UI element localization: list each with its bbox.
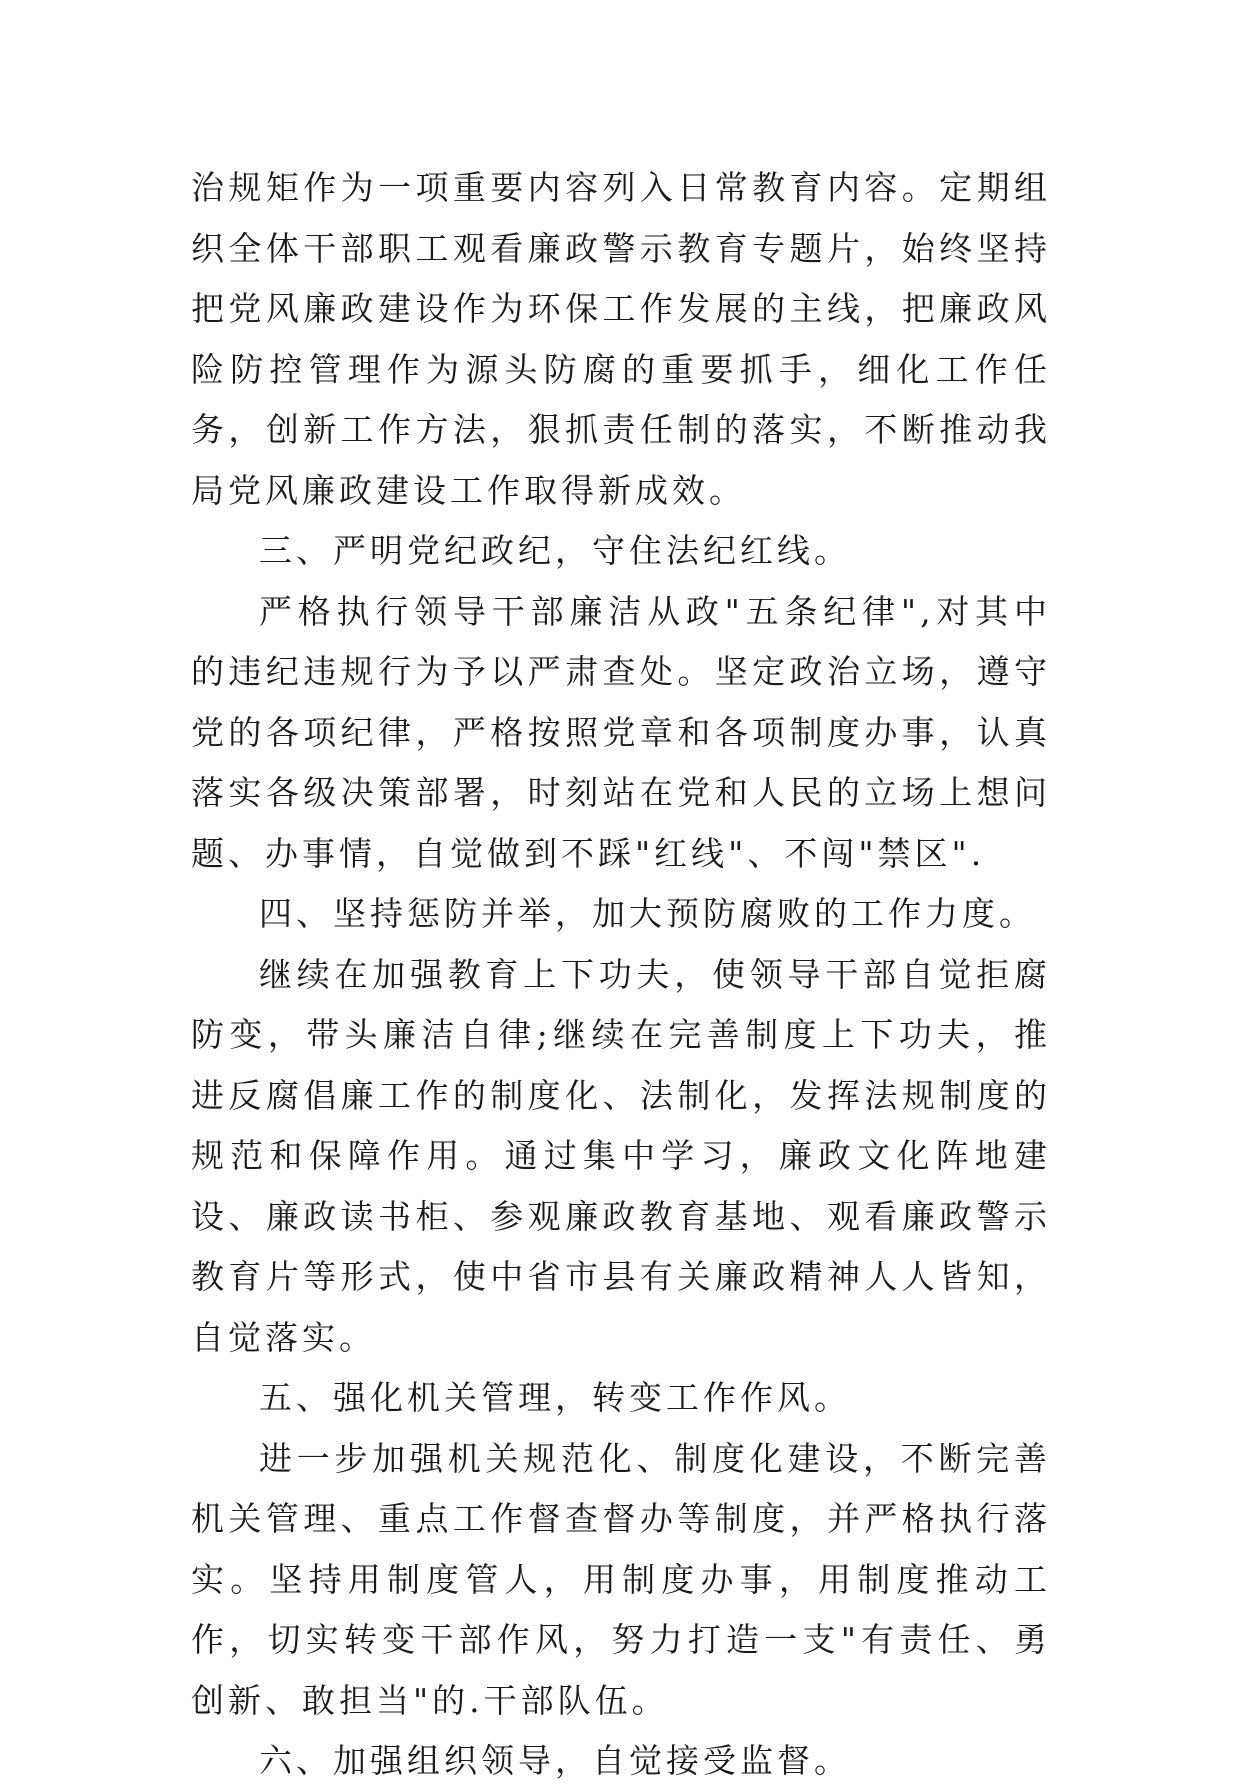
section-heading-3: 三、严明党纪政纪，守住法纪红线。 [259, 531, 851, 570]
paragraph-3: 继续在加强教育上下功夫，使领导干部自觉拒腐防变，带头廉洁自律;继续在完善制度上下功夫，推进反腐倡廉工作的制度化、法制化，发挥法规制度的规范和保障作用。通过集中学习，廉政文化阵地建设、廉政读书柜、参观廉政教育基地、观看廉政警示教育片等形式，使中省市县有关廉政精神人人皆知，自觉落实。 [191, 954, 1051, 1357]
section-heading-4: 四、坚持惩防并举，加大预防腐败的工作力度。 [259, 894, 1036, 933]
paragraph-1: 治规矩作为一项重要内容列入日常教育内容。定期组织全体干部职工观看廉政警示教育专题片，始终坚持把党风廉政建设作为环保工作发展的主线，把廉政风险防控管理作为源头防腐的重要抓手，细化工作任务，创新工作方法，狠抓责任制的落实，不断推动我局党风廉政建设工作取得新成效。 [191, 168, 1051, 510]
section-heading-5: 五、强化机关管理，转变工作作风。 [259, 1378, 851, 1417]
document-body [191, 158, 1051, 1792]
section-heading-6: 六、加强组织领导，自觉接受监督。 [259, 1741, 851, 1780]
paragraph-2: 严格执行领导干部廉洁从政"五条纪律",对其中的违纪违规行为予以严肃查处。坚定政治立场，遵守党的各项纪律，严格按照党章和各项制度办事，认真落实各级决策部署，时刻站在党和人民的立场上想问题、办事情，自觉做到不踩"红线"、不闯"禁区". [191, 591, 1051, 873]
paragraph-4: 进一步加强机关规范化、制度化建设，不断完善机关管理、重点工作督查督办等制度，并严格执行落实。坚持用制度管人，用制度办事，用制度推动工作，切实转变干部作风，努力打造一支"有责任、勇创新、敢担当"的.干部队伍。 [191, 1438, 1051, 1720]
